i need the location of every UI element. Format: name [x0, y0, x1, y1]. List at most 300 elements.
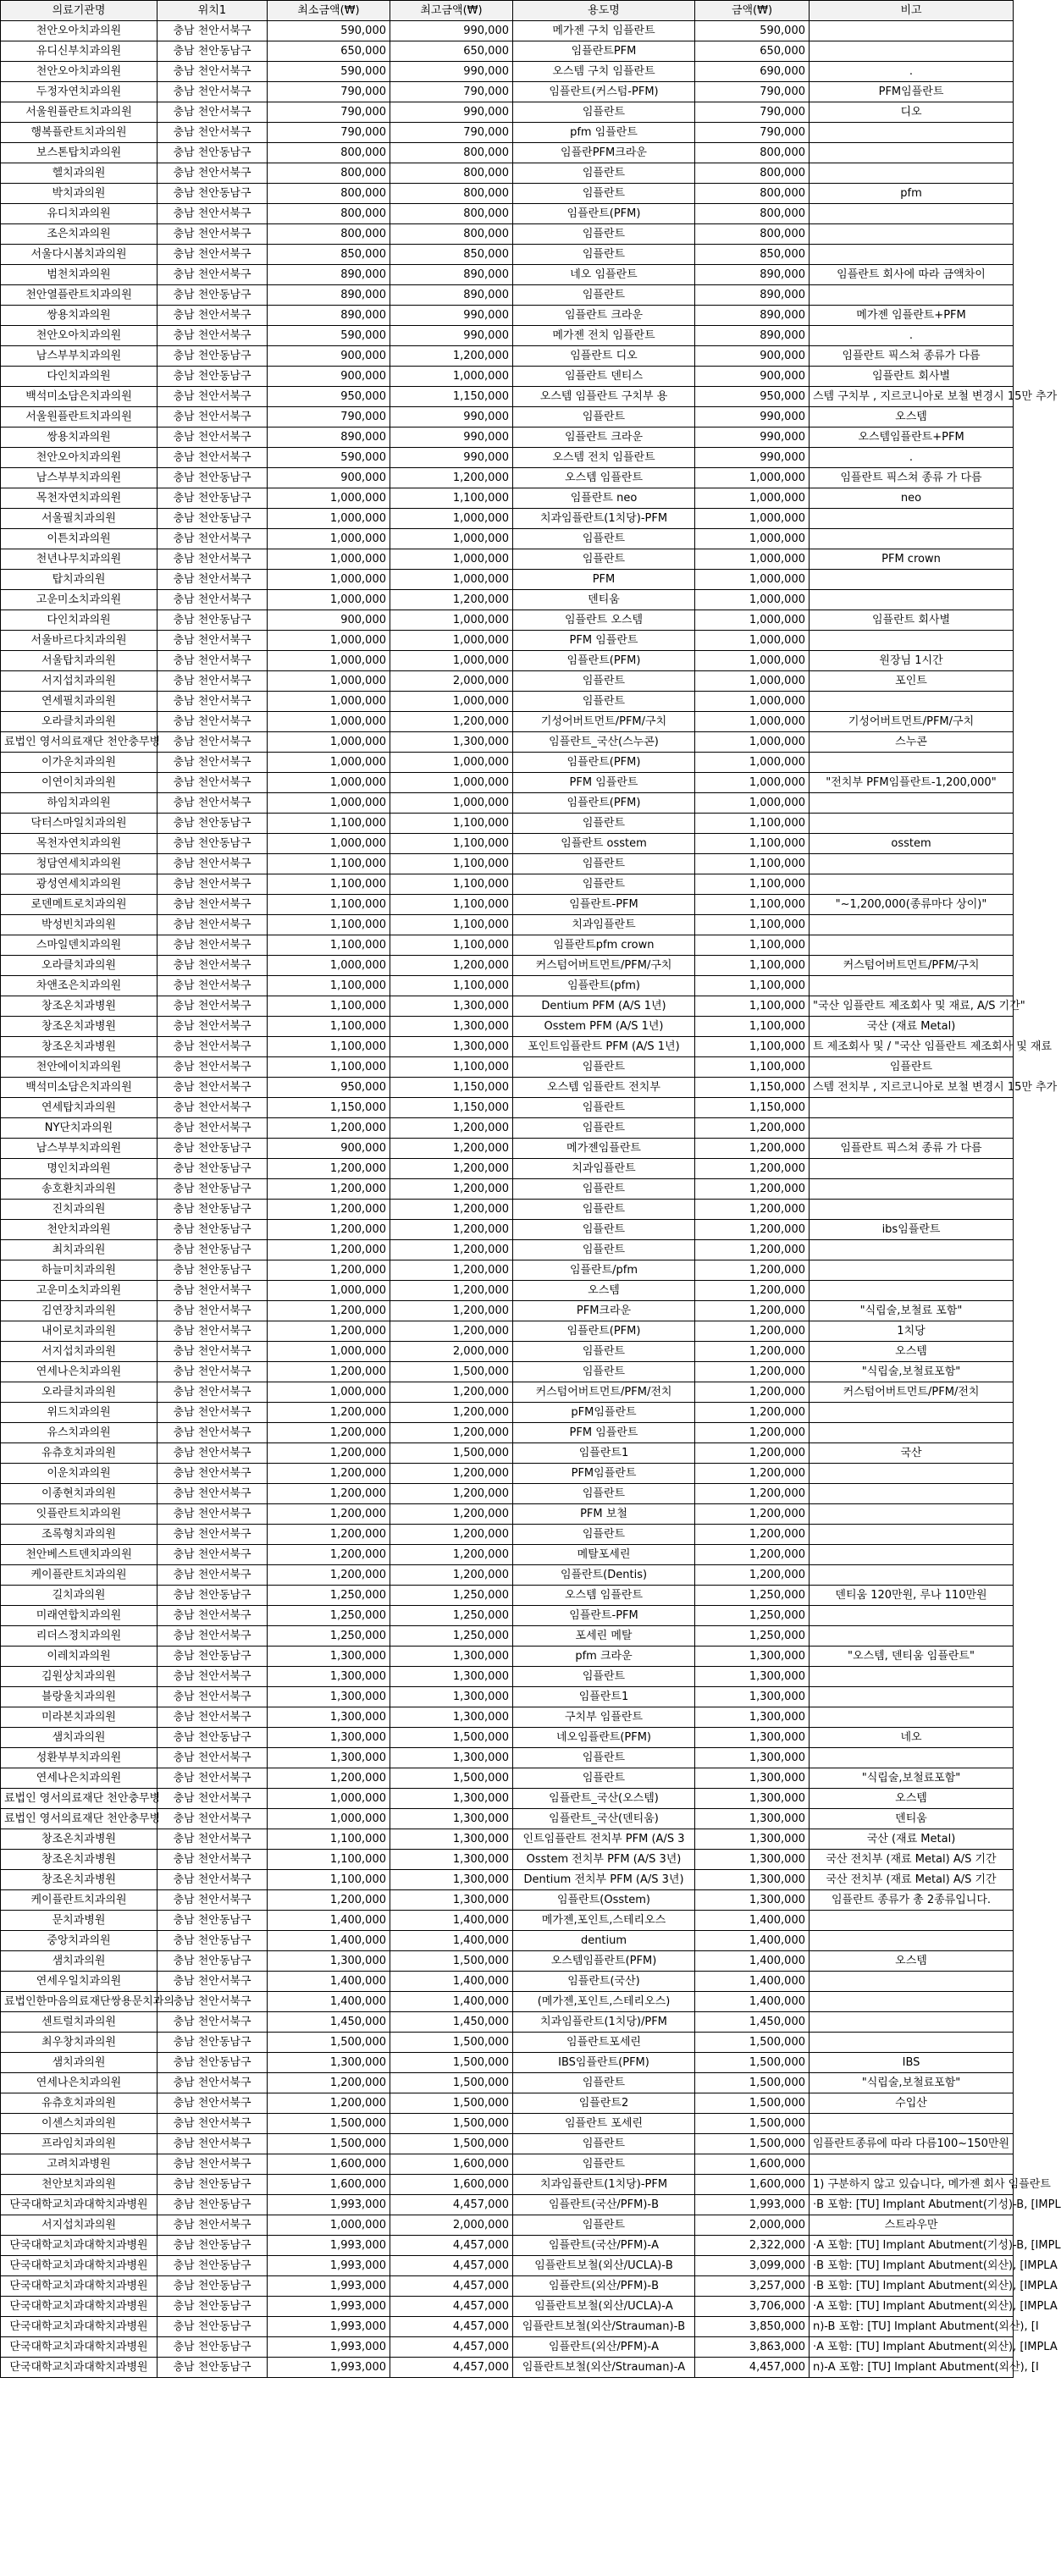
product-cell[interactable]: 임플란트(커스텀-PFM) [513, 82, 695, 102]
min-price-cell[interactable]: 1,250,000 [268, 1586, 390, 1606]
max-price-cell[interactable]: 1,200,000 [390, 1220, 513, 1240]
price-cell[interactable]: 1,300,000 [695, 1850, 810, 1870]
product-cell[interactable]: 임플란트 포세린 [513, 2114, 695, 2134]
min-price-cell[interactable]: 1,250,000 [268, 1606, 390, 1626]
note-cell[interactable]: 국산 (재료 Metal) [810, 1017, 1014, 1037]
note-cell[interactable]: 커스텀어버트먼트/PFM/전치 [810, 1382, 1014, 1403]
location-cell[interactable]: 충남 천안서북구 [157, 1423, 268, 1443]
note-cell[interactable]: osstem [810, 834, 1014, 854]
note-cell[interactable] [810, 1748, 1014, 1768]
note-cell[interactable]: 스템 구치부 , 지르코니아로 보철 변경시 15만 추가 [810, 387, 1014, 407]
note-cell[interactable] [810, 590, 1014, 610]
note-cell[interactable] [810, 631, 1014, 651]
price-cell[interactable]: 990,000 [695, 407, 810, 427]
price-cell[interactable]: 1,600,000 [695, 2175, 810, 2195]
note-cell[interactable] [810, 1565, 1014, 1586]
note-cell[interactable]: 1) 구분하지 않고 있습니다, 메가젠 회사 임플란트 [810, 2175, 1014, 2195]
price-cell[interactable]: 590,000 [695, 21, 810, 41]
max-price-cell[interactable]: 990,000 [390, 448, 513, 468]
max-price-cell[interactable]: 1,000,000 [390, 610, 513, 631]
price-cell[interactable]: 1,200,000 [695, 1484, 810, 1504]
product-cell[interactable]: 오스템 임플란트 [513, 1586, 695, 1606]
clinic-name-cell[interactable]: 유스치과의원 [1, 1423, 157, 1443]
note-cell[interactable]: 임플란트 [810, 1057, 1014, 1078]
price-cell[interactable]: 1,000,000 [695, 529, 810, 549]
clinic-name-cell[interactable]: 잇플란트치과의원 [1, 1504, 157, 1525]
min-price-cell[interactable]: 1,400,000 [268, 1972, 390, 1992]
max-price-cell[interactable]: 1,300,000 [390, 1017, 513, 1037]
product-cell[interactable]: 임플란트(PFM) [513, 651, 695, 671]
clinic-name-cell[interactable]: 다인치과의원 [1, 610, 157, 631]
product-cell[interactable]: 치과임플란트(1치당)-PFM [513, 509, 695, 529]
min-price-cell[interactable]: 900,000 [268, 367, 390, 387]
location-cell[interactable]: 충남 천안서북구 [157, 448, 268, 468]
min-price-cell[interactable]: 1,100,000 [268, 1057, 390, 1078]
clinic-name-cell[interactable]: 단국대학교치과대학치과병원 [1, 2358, 157, 2378]
max-price-cell[interactable]: 1,300,000 [390, 996, 513, 1017]
product-cell[interactable]: 임플란트 크라운 [513, 427, 695, 448]
max-price-cell[interactable]: 1,500,000 [390, 2134, 513, 2154]
product-cell[interactable]: 커스텀어버트먼트/PFM/전치 [513, 1382, 695, 1403]
clinic-name-cell[interactable]: 이튼치과의원 [1, 529, 157, 549]
clinic-name-cell[interactable]: 남스부부치과의원 [1, 468, 157, 488]
product-cell[interactable]: 임플란트보철(외산/UCLA)-B [513, 2256, 695, 2276]
max-price-cell[interactable]: 1,300,000 [390, 1890, 513, 1911]
note-cell[interactable]: 임플란트 종류가 총 2종류입니다. [810, 1890, 1014, 1911]
note-cell[interactable] [810, 2114, 1014, 2134]
min-price-cell[interactable]: 590,000 [268, 21, 390, 41]
note-cell[interactable] [810, 245, 1014, 265]
clinic-name-cell[interactable]: 오라클치과의원 [1, 1382, 157, 1403]
product-cell[interactable]: PFM 임플란트 [513, 773, 695, 793]
note-cell[interactable]: 덴티움 120만원, 루나 110만원 [810, 1586, 1014, 1606]
price-cell[interactable]: 4,457,000 [695, 2358, 810, 2378]
note-cell[interactable]: 원장님 1시간 [810, 651, 1014, 671]
min-price-cell[interactable]: 890,000 [268, 306, 390, 326]
location-cell[interactable]: 충남 천안서북구 [157, 326, 268, 346]
max-price-cell[interactable]: 2,000,000 [390, 2215, 513, 2236]
clinic-name-cell[interactable]: 창조온치과병원 [1, 1037, 157, 1057]
product-cell[interactable]: 메가젠 전치 임플란트 [513, 326, 695, 346]
note-cell[interactable] [810, 1545, 1014, 1565]
clinic-name-cell[interactable]: 문치과병원 [1, 1911, 157, 1931]
min-price-cell[interactable]: 1,200,000 [268, 1443, 390, 1464]
note-cell[interactable]: 스트라우만 [810, 2215, 1014, 2236]
clinic-name-cell[interactable]: 단국대학교치과대학치과병원 [1, 2317, 157, 2337]
max-price-cell[interactable]: 1,200,000 [390, 1179, 513, 1200]
max-price-cell[interactable]: 1,100,000 [390, 834, 513, 854]
product-cell[interactable]: 임플란트 [513, 529, 695, 549]
clinic-name-cell[interactable]: 서울바르다치과의원 [1, 631, 157, 651]
note-cell[interactable] [810, 2154, 1014, 2175]
max-price-cell[interactable]: 1,500,000 [390, 1728, 513, 1748]
product-cell[interactable]: 임플란트 [513, 1342, 695, 1362]
note-cell[interactable]: "식립술,보철료포함" [810, 2073, 1014, 2093]
clinic-name-cell[interactable]: 이가운치과의원 [1, 753, 157, 773]
note-cell[interactable] [810, 21, 1014, 41]
min-price-cell[interactable]: 1,300,000 [268, 1667, 390, 1687]
clinic-name-cell[interactable]: 천안오아치과의원 [1, 326, 157, 346]
price-cell[interactable]: 1,200,000 [695, 1179, 810, 1200]
price-cell[interactable]: 800,000 [695, 184, 810, 204]
min-price-cell[interactable]: 1,200,000 [268, 2093, 390, 2114]
price-cell[interactable]: 800,000 [695, 143, 810, 163]
min-price-cell[interactable]: 1,300,000 [268, 1951, 390, 1972]
product-cell[interactable]: PFM크라운 [513, 1301, 695, 1321]
location-cell[interactable]: 충남 천안동남구 [157, 41, 268, 62]
product-cell[interactable]: 치과임플란트(1치당)-PFM [513, 2175, 695, 2195]
location-cell[interactable]: 충남 천안동남구 [157, 1159, 268, 1179]
price-cell[interactable]: 1,200,000 [695, 1525, 810, 1545]
product-cell[interactable]: 임플란트 [513, 102, 695, 123]
min-price-cell[interactable]: 1,200,000 [268, 1159, 390, 1179]
location-cell[interactable]: 충남 천안서북구 [157, 1118, 268, 1139]
note-cell[interactable]: ·B 포함: [TU] Implant Abutment(기성)-B, [IMPL [810, 2195, 1014, 2215]
min-price-cell[interactable]: 1,993,000 [268, 2276, 390, 2297]
min-price-cell[interactable]: 1,993,000 [268, 2358, 390, 2378]
max-price-cell[interactable]: 1,150,000 [390, 1078, 513, 1098]
min-price-cell[interactable]: 1,200,000 [268, 1220, 390, 1240]
max-price-cell[interactable]: 1,300,000 [390, 1829, 513, 1850]
product-cell[interactable]: Osstem 전치부 PFM (A/S 3년) [513, 1850, 695, 1870]
min-price-cell[interactable]: 790,000 [268, 82, 390, 102]
clinic-name-cell[interactable]: 목천자연치과의원 [1, 834, 157, 854]
note-cell[interactable] [810, 692, 1014, 712]
location-cell[interactable]: 충남 천안서북구 [157, 1484, 268, 1504]
clinic-name-cell[interactable]: 최우창치과의원 [1, 2033, 157, 2053]
location-cell[interactable]: 충남 천안서북구 [157, 21, 268, 41]
location-cell[interactable]: 충남 천안서북구 [157, 1545, 268, 1565]
location-cell[interactable]: 충남 천안서북구 [157, 123, 268, 143]
price-cell[interactable]: 1,000,000 [695, 692, 810, 712]
product-cell[interactable]: 오스템 구치 임플란트 [513, 62, 695, 82]
location-cell[interactable]: 충남 천안서북구 [157, 1525, 268, 1545]
max-price-cell[interactable]: 1,200,000 [390, 1525, 513, 1545]
min-price-cell[interactable]: 1,000,000 [268, 793, 390, 814]
note-cell[interactable]: 임플란트 픽스쳐 종류 가 다름 [810, 1139, 1014, 1159]
location-cell[interactable]: 충남 천안동남구 [157, 509, 268, 529]
max-price-cell[interactable]: 4,457,000 [390, 2195, 513, 2215]
note-cell[interactable] [810, 1118, 1014, 1139]
price-cell[interactable]: 1,200,000 [695, 1362, 810, 1382]
clinic-name-cell[interactable]: 두정자연치과의원 [1, 82, 157, 102]
min-price-cell[interactable]: 1,500,000 [268, 2134, 390, 2154]
price-cell[interactable]: 1,100,000 [695, 935, 810, 956]
location-cell[interactable]: 충남 천안서북구 [157, 1707, 268, 1728]
max-price-cell[interactable]: 1,000,000 [390, 570, 513, 590]
product-cell[interactable]: 임플란트 [513, 1667, 695, 1687]
min-price-cell[interactable]: 1,993,000 [268, 2297, 390, 2317]
location-cell[interactable]: 충남 천안서북구 [157, 1301, 268, 1321]
min-price-cell[interactable]: 1,100,000 [268, 854, 390, 874]
clinic-name-cell[interactable]: 천안오아치과의원 [1, 448, 157, 468]
price-cell[interactable]: 1,500,000 [695, 2093, 810, 2114]
location-cell[interactable]: 충남 천안서북구 [157, 753, 268, 773]
min-price-cell[interactable]: 1,500,000 [268, 2114, 390, 2134]
note-cell[interactable]: 임플란트 픽스쳐 종류 가 다름 [810, 468, 1014, 488]
location-cell[interactable]: 충남 천안서북구 [157, 1890, 268, 1911]
location-cell[interactable]: 충남 천안서북구 [157, 1342, 268, 1362]
clinic-name-cell[interactable]: 김연장치과의원 [1, 1301, 157, 1321]
clinic-name-cell[interactable]: 위드치과의원 [1, 1403, 157, 1423]
max-price-cell[interactable]: 1,200,000 [390, 712, 513, 732]
location-cell[interactable]: 충남 천안동남구 [157, 2317, 268, 2337]
note-cell[interactable] [810, 41, 1014, 62]
location-cell[interactable]: 충남 천안서북구 [157, 62, 268, 82]
product-cell[interactable]: Dentium PFM (A/S 1년) [513, 996, 695, 1017]
note-cell[interactable] [810, 1240, 1014, 1260]
price-cell[interactable]: 1,400,000 [695, 1972, 810, 1992]
max-price-cell[interactable]: 1,200,000 [390, 1118, 513, 1139]
price-cell[interactable]: 1,150,000 [695, 1078, 810, 1098]
min-price-cell[interactable]: 1,200,000 [268, 1504, 390, 1525]
clinic-name-cell[interactable]: 서지섭치과의원 [1, 1342, 157, 1362]
max-price-cell[interactable]: 1,500,000 [390, 1951, 513, 1972]
price-cell[interactable]: 1,200,000 [695, 1403, 810, 1423]
max-price-cell[interactable]: 1,500,000 [390, 1768, 513, 1789]
note-cell[interactable]: 스템 전치부 , 지르코니아로 보철 변경시 15만 추가 [810, 1078, 1014, 1098]
location-cell[interactable]: 충남 천안동남구 [157, 1220, 268, 1240]
clinic-name-cell[interactable]: 남스부부치과의원 [1, 1139, 157, 1159]
location-cell[interactable]: 충남 천안서북구 [157, 712, 268, 732]
price-cell[interactable]: 3,257,000 [695, 2276, 810, 2297]
price-cell[interactable]: 800,000 [695, 163, 810, 184]
price-cell[interactable]: 1,000,000 [695, 509, 810, 529]
note-cell[interactable]: . [810, 326, 1014, 346]
price-cell[interactable]: 1,100,000 [695, 1037, 810, 1057]
max-price-cell[interactable]: 1,400,000 [390, 1972, 513, 1992]
product-cell[interactable]: 임플란트_국산(덴티움) [513, 1809, 695, 1829]
product-cell[interactable]: 임플란트(국산/PFM)-A [513, 2236, 695, 2256]
min-price-cell[interactable]: 1,000,000 [268, 509, 390, 529]
min-price-cell[interactable]: 1,400,000 [268, 1992, 390, 2012]
min-price-cell[interactable]: 900,000 [268, 468, 390, 488]
clinic-name-cell[interactable]: 조록형치과의원 [1, 1525, 157, 1545]
min-price-cell[interactable]: 1,200,000 [268, 1118, 390, 1139]
clinic-name-cell[interactable]: 연세나은치과의원 [1, 1362, 157, 1382]
max-price-cell[interactable]: 1,300,000 [390, 1667, 513, 1687]
note-cell[interactable] [810, 1260, 1014, 1281]
note-cell[interactable]: . [810, 62, 1014, 82]
price-cell[interactable]: 1,000,000 [695, 488, 810, 509]
location-cell[interactable]: 충남 천안서북구 [157, 102, 268, 123]
min-price-cell[interactable]: 1,300,000 [268, 1647, 390, 1667]
note-cell[interactable]: 오스템 [810, 1951, 1014, 1972]
min-price-cell[interactable]: 800,000 [268, 184, 390, 204]
price-cell[interactable]: 1,100,000 [695, 1057, 810, 1078]
product-cell[interactable]: 오스템 임플란트 전치부 [513, 1078, 695, 1098]
location-cell[interactable]: 충남 천안동남구 [157, 1911, 268, 1931]
note-cell[interactable] [810, 1606, 1014, 1626]
note-cell[interactable]: 오스템 [810, 407, 1014, 427]
min-price-cell[interactable]: 1,000,000 [268, 692, 390, 712]
clinic-name-cell[interactable]: 로덴메트로치과의원 [1, 895, 157, 915]
price-cell[interactable]: 1,200,000 [695, 1382, 810, 1403]
location-cell[interactable]: 충남 천안동남구 [157, 285, 268, 306]
clinic-name-cell[interactable]: 천년나무치과의원 [1, 549, 157, 570]
clinic-name-cell[interactable]: 단국대학교치과대학치과병원 [1, 2297, 157, 2317]
max-price-cell[interactable]: 1,000,000 [390, 753, 513, 773]
price-cell[interactable]: 1,250,000 [695, 1586, 810, 1606]
clinic-name-cell[interactable]: 단국대학교치과대학치과병원 [1, 2256, 157, 2276]
location-cell[interactable]: 충남 천안서북구 [157, 387, 268, 407]
min-price-cell[interactable]: 1,000,000 [268, 753, 390, 773]
product-cell[interactable]: Osstem PFM (A/S 1년) [513, 1017, 695, 1037]
max-price-cell[interactable]: 1,200,000 [390, 1281, 513, 1301]
note-cell[interactable] [810, 854, 1014, 874]
price-cell[interactable]: 1,200,000 [695, 1260, 810, 1281]
location-cell[interactable]: 충남 천안서북구 [157, 1667, 268, 1687]
clinic-name-cell[interactable]: 박치과의원 [1, 184, 157, 204]
min-price-cell[interactable]: 1,200,000 [268, 1362, 390, 1382]
max-price-cell[interactable]: 1,200,000 [390, 468, 513, 488]
product-cell[interactable]: 구치부 임플란트 [513, 1707, 695, 1728]
clinic-name-cell[interactable]: 목천자연치과의원 [1, 488, 157, 509]
header-min-price[interactable]: 최소금액(₩) [268, 1, 390, 21]
min-price-cell[interactable]: 1,100,000 [268, 1829, 390, 1850]
min-price-cell[interactable]: 1,200,000 [268, 1484, 390, 1504]
price-cell[interactable]: 1,250,000 [695, 1626, 810, 1647]
note-cell[interactable]: PFM임플란트 [810, 82, 1014, 102]
note-cell[interactable] [810, 915, 1014, 935]
clinic-name-cell[interactable]: 블랑울치과의원 [1, 1687, 157, 1707]
product-cell[interactable]: 임플란트 덴티스 [513, 367, 695, 387]
price-cell[interactable]: 890,000 [695, 306, 810, 326]
note-cell[interactable] [810, 529, 1014, 549]
location-cell[interactable]: 충남 천안서북구 [157, 671, 268, 692]
price-cell[interactable]: 1,200,000 [695, 1200, 810, 1220]
max-price-cell[interactable]: 1,200,000 [390, 346, 513, 367]
product-cell[interactable]: 임플란트/pfm [513, 1260, 695, 1281]
product-cell[interactable]: 임플란트 [513, 854, 695, 874]
product-cell[interactable]: 임플란트 [513, 184, 695, 204]
clinic-name-cell[interactable]: 쌍용치과의원 [1, 306, 157, 326]
product-cell[interactable]: 네오임플란트(PFM) [513, 1728, 695, 1748]
max-price-cell[interactable]: 800,000 [390, 184, 513, 204]
note-cell[interactable]: 임플란트종류에 따라 다름100~150만원 [810, 2134, 1014, 2154]
location-cell[interactable]: 충남 천안동남구 [157, 2337, 268, 2358]
price-cell[interactable]: 1,200,000 [695, 1220, 810, 1240]
clinic-name-cell[interactable]: 중앙치과의원 [1, 1931, 157, 1951]
max-price-cell[interactable]: 4,457,000 [390, 2256, 513, 2276]
location-cell[interactable]: 충남 천안서북구 [157, 1078, 268, 1098]
price-cell[interactable]: 1,000,000 [695, 590, 810, 610]
note-cell[interactable]: ·A 포함: [TU] Implant Abutment(기성)-B, [IMPL [810, 2236, 1014, 2256]
max-price-cell[interactable]: 1,200,000 [390, 956, 513, 976]
location-cell[interactable]: 충남 천안동남구 [157, 1931, 268, 1951]
min-price-cell[interactable]: 790,000 [268, 407, 390, 427]
min-price-cell[interactable]: 1,000,000 [268, 1382, 390, 1403]
clinic-name-cell[interactable]: 센트럴치과의원 [1, 2012, 157, 2033]
price-cell[interactable]: 1,300,000 [695, 1748, 810, 1768]
price-cell[interactable]: 1,400,000 [695, 1911, 810, 1931]
location-cell[interactable]: 충남 천안서북구 [157, 1504, 268, 1525]
location-cell[interactable]: 충남 천안서북구 [157, 1321, 268, 1342]
location-cell[interactable]: 충남 천안동남구 [157, 1951, 268, 1972]
product-cell[interactable]: 메가젠,포인트,스테리오스 [513, 1911, 695, 1931]
location-cell[interactable]: 충남 천안서북구 [157, 1850, 268, 1870]
price-cell[interactable]: 1,300,000 [695, 1870, 810, 1890]
clinic-name-cell[interactable]: 청담연세치과의원 [1, 854, 157, 874]
product-cell[interactable]: 임플란트 [513, 2154, 695, 2175]
location-cell[interactable]: 충남 천안서북구 [157, 427, 268, 448]
min-price-cell[interactable]: 1,993,000 [268, 2256, 390, 2276]
note-cell[interactable]: 수입산 [810, 2093, 1014, 2114]
price-cell[interactable]: 2,000,000 [695, 2215, 810, 2236]
price-cell[interactable]: 1,000,000 [695, 631, 810, 651]
product-cell[interactable]: 임플란트 [513, 814, 695, 834]
min-price-cell[interactable]: 1,300,000 [268, 1687, 390, 1707]
location-cell[interactable]: 충남 천안서북구 [157, 874, 268, 895]
product-cell[interactable]: 임플란트-PFM [513, 895, 695, 915]
price-cell[interactable]: 1,100,000 [695, 915, 810, 935]
location-cell[interactable]: 충남 천안동남구 [157, 1240, 268, 1260]
price-cell[interactable]: 1,200,000 [695, 1159, 810, 1179]
min-price-cell[interactable]: 1,000,000 [268, 570, 390, 590]
product-cell[interactable]: 임플란트(PFM) [513, 793, 695, 814]
product-cell[interactable]: 임플란트 [513, 163, 695, 184]
max-price-cell[interactable]: 1,100,000 [390, 935, 513, 956]
note-cell[interactable]: 국산 전치부 (재료 Metal) A/S 기간 [810, 1850, 1014, 1870]
clinic-name-cell[interactable]: 서울탑치과의원 [1, 651, 157, 671]
price-cell[interactable]: 890,000 [695, 265, 810, 285]
product-cell[interactable]: 임플란트보철(외산/Strauman)-B [513, 2317, 695, 2337]
max-price-cell[interactable]: 1,300,000 [390, 732, 513, 753]
price-cell[interactable]: 1,000,000 [695, 712, 810, 732]
price-cell[interactable]: 1,100,000 [695, 976, 810, 996]
location-cell[interactable]: 충남 천안서북구 [157, 1281, 268, 1301]
clinic-name-cell[interactable]: 천안베스트덴치과의원 [1, 1545, 157, 1565]
location-cell[interactable]: 충남 천안서북구 [157, 1057, 268, 1078]
product-cell[interactable]: pFM임플란트 [513, 1403, 695, 1423]
note-cell[interactable] [810, 509, 1014, 529]
max-price-cell[interactable]: 4,457,000 [390, 2297, 513, 2317]
product-cell[interactable]: 임플란트 [513, 2134, 695, 2154]
note-cell[interactable]: "식립술,보철료 포함" [810, 1301, 1014, 1321]
location-cell[interactable]: 충남 천안서북구 [157, 956, 268, 976]
product-cell[interactable]: 포인트임플란트 PFM (A/S 1년) [513, 1037, 695, 1057]
product-cell[interactable]: 임플란트(PFM) [513, 1321, 695, 1342]
product-cell[interactable]: 커스텀어버트먼트/PFM/구치 [513, 956, 695, 976]
note-cell[interactable]: "~1,200,000(종류마다 상이)" [810, 895, 1014, 915]
max-price-cell[interactable]: 790,000 [390, 123, 513, 143]
price-cell[interactable]: 1,500,000 [695, 2053, 810, 2073]
min-price-cell[interactable]: 1,200,000 [268, 1200, 390, 1220]
clinic-name-cell[interactable]: 명인치과의원 [1, 1159, 157, 1179]
min-price-cell[interactable]: 890,000 [268, 427, 390, 448]
max-price-cell[interactable]: 1,000,000 [390, 631, 513, 651]
max-price-cell[interactable]: 1,300,000 [390, 1707, 513, 1728]
location-cell[interactable]: 충남 천안동남구 [157, 1586, 268, 1606]
location-cell[interactable]: 충남 천안서북구 [157, 1829, 268, 1850]
note-cell[interactable] [810, 1687, 1014, 1707]
note-cell[interactable] [810, 123, 1014, 143]
clinic-name-cell[interactable]: 송호환치과의원 [1, 1179, 157, 1200]
location-cell[interactable]: 충남 천안서북구 [157, 407, 268, 427]
clinic-name-cell[interactable]: 이운치과의원 [1, 1464, 157, 1484]
location-cell[interactable]: 충남 천안서북구 [157, 631, 268, 651]
product-cell[interactable]: 오스템 [513, 1281, 695, 1301]
note-cell[interactable]: n)-B 포함: [TU] Implant Abutment(외산), [I [810, 2317, 1014, 2337]
price-cell[interactable]: 800,000 [695, 204, 810, 224]
min-price-cell[interactable]: 1,000,000 [268, 773, 390, 793]
min-price-cell[interactable]: 1,150,000 [268, 1098, 390, 1118]
product-cell[interactable]: 임플란트pfm crown [513, 935, 695, 956]
max-price-cell[interactable]: 1,300,000 [390, 1647, 513, 1667]
product-cell[interactable]: IBS임플란트(PFM) [513, 2053, 695, 2073]
price-cell[interactable]: 1,000,000 [695, 732, 810, 753]
min-price-cell[interactable]: 1,100,000 [268, 915, 390, 935]
